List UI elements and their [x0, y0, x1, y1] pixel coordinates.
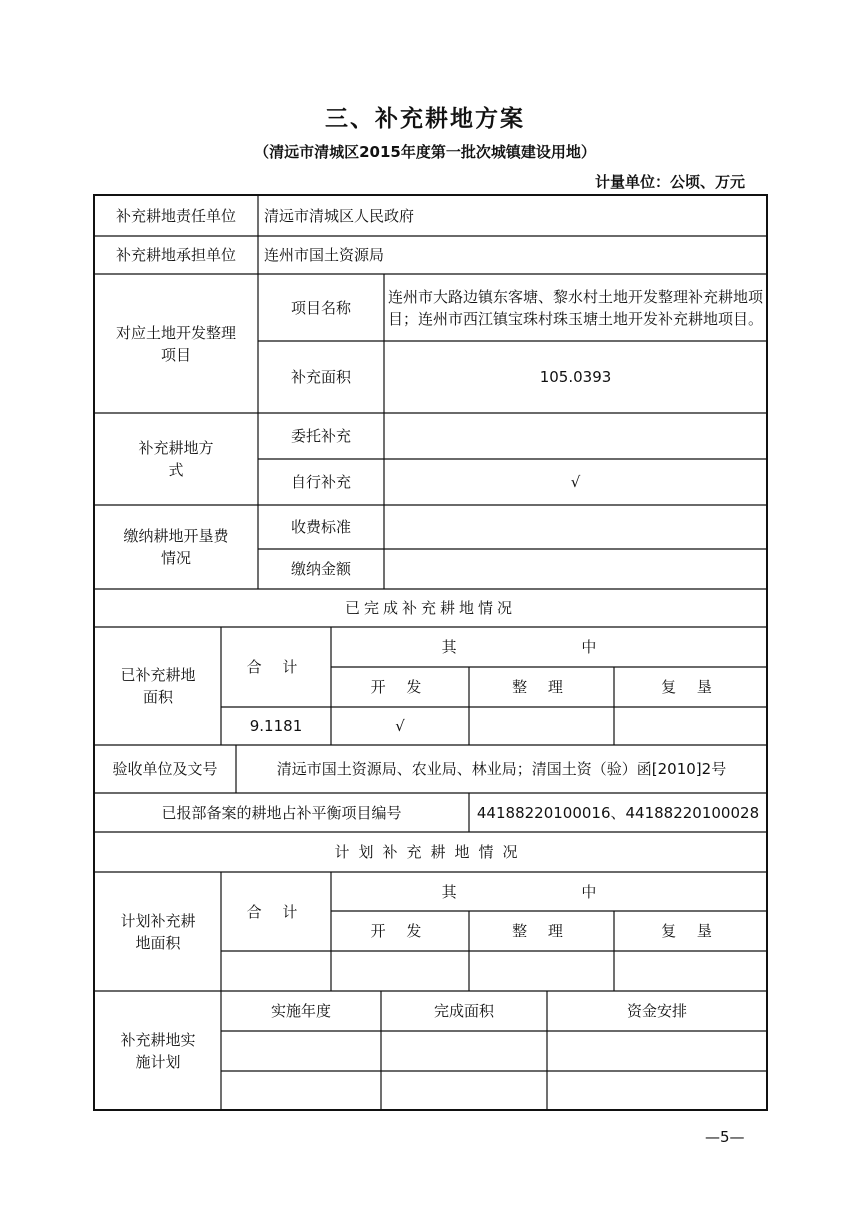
- completed-arr-value: [469, 707, 614, 745]
- fee-standard-value: [384, 505, 767, 549]
- page-title: 三、补充耕地方案: [325, 106, 525, 132]
- completed-among-label: 其 中: [441, 638, 657, 656]
- measurement-unit: 计量单位：公顷、万元: [594, 173, 745, 191]
- page-number: —5—: [705, 1128, 745, 1146]
- planned-rec-label: 复 垦: [661, 922, 720, 940]
- planned-total-label: 合 计: [246, 902, 306, 921]
- method-self-check: √: [570, 473, 581, 491]
- implementation-area-label: 完成面积: [433, 1002, 494, 1020]
- undertaking-unit-value: 连州市国土资源局: [264, 246, 385, 264]
- project-name-label: 项目名称: [290, 298, 351, 317]
- undertaking-unit-label: 补充耕地承担单位: [115, 246, 236, 264]
- fee-amount-label: 缴纳金额: [290, 560, 351, 578]
- completed-heading: 已完成补充耕地情况: [344, 599, 516, 617]
- page-subtitle: （清远市清城区2015年度第一批次城镇建设用地）: [254, 143, 596, 161]
- project-name-value: 连州市大路边镇东客塘、黎水村土地开发整理补充耕地项目；连州市西江镇宝珠村珠玉塘土地开发补充耕地项目。: [388, 287, 764, 328]
- completed-dev-check: √: [395, 717, 405, 735]
- completed-total-label: 合 计: [246, 658, 306, 676]
- planned-heading: 计划补充耕地情况: [334, 843, 527, 861]
- planned-among-label: 其 中: [441, 882, 657, 901]
- responsible-unit-value: 清远市清城区人民政府: [264, 206, 415, 225]
- completed-arr-label: 整 理: [512, 678, 571, 696]
- completed-total-value: 9.1181: [249, 717, 303, 735]
- acceptance-label: 验收单位及文号: [112, 760, 218, 778]
- completed-rec-value: [614, 707, 767, 745]
- method-entrusted-value: [384, 413, 767, 459]
- record-value: 44188220100016、44188220100028: [476, 803, 760, 822]
- responsible-unit-label: 补充耕地责任单位: [115, 206, 236, 225]
- record-label: 已报部备案的耕地占补平衡项目编号: [161, 803, 402, 822]
- project-label: 对应土地开发整理项目: [115, 323, 236, 364]
- fee-amount-value: [384, 549, 767, 589]
- project-area-label: 补充面积: [290, 368, 351, 386]
- planned-dev-label: 开 发: [370, 922, 430, 940]
- acceptance-value: 清远市国土资源局、农业局、林业局；清国土资（验）函[2010]2号: [276, 760, 727, 778]
- method-self-label: 自行补充: [290, 473, 351, 491]
- planned-arr-label: 整 理: [512, 922, 571, 940]
- implementation-year-label: 实施年度: [270, 1002, 331, 1020]
- completed-area-label: 已补充耕地面积: [120, 666, 196, 706]
- fee-label: 缴纳耕地开垦费情况: [123, 527, 229, 567]
- method-entrusted-label: 委托补充: [290, 427, 351, 445]
- implementation-label: 补充耕地实施计划: [120, 1030, 196, 1071]
- method-label: 补充耕地方式: [138, 439, 214, 479]
- completed-rec-label: 复 垦: [661, 678, 720, 696]
- implementation-fund-label: 资金安排: [626, 1002, 687, 1020]
- fee-standard-label: 收费标准: [290, 518, 351, 536]
- planned-area-label: 计划补充耕地面积: [120, 911, 196, 952]
- project-area-value: 105.0393: [539, 368, 612, 386]
- completed-dev-label: 开 发: [370, 678, 430, 696]
